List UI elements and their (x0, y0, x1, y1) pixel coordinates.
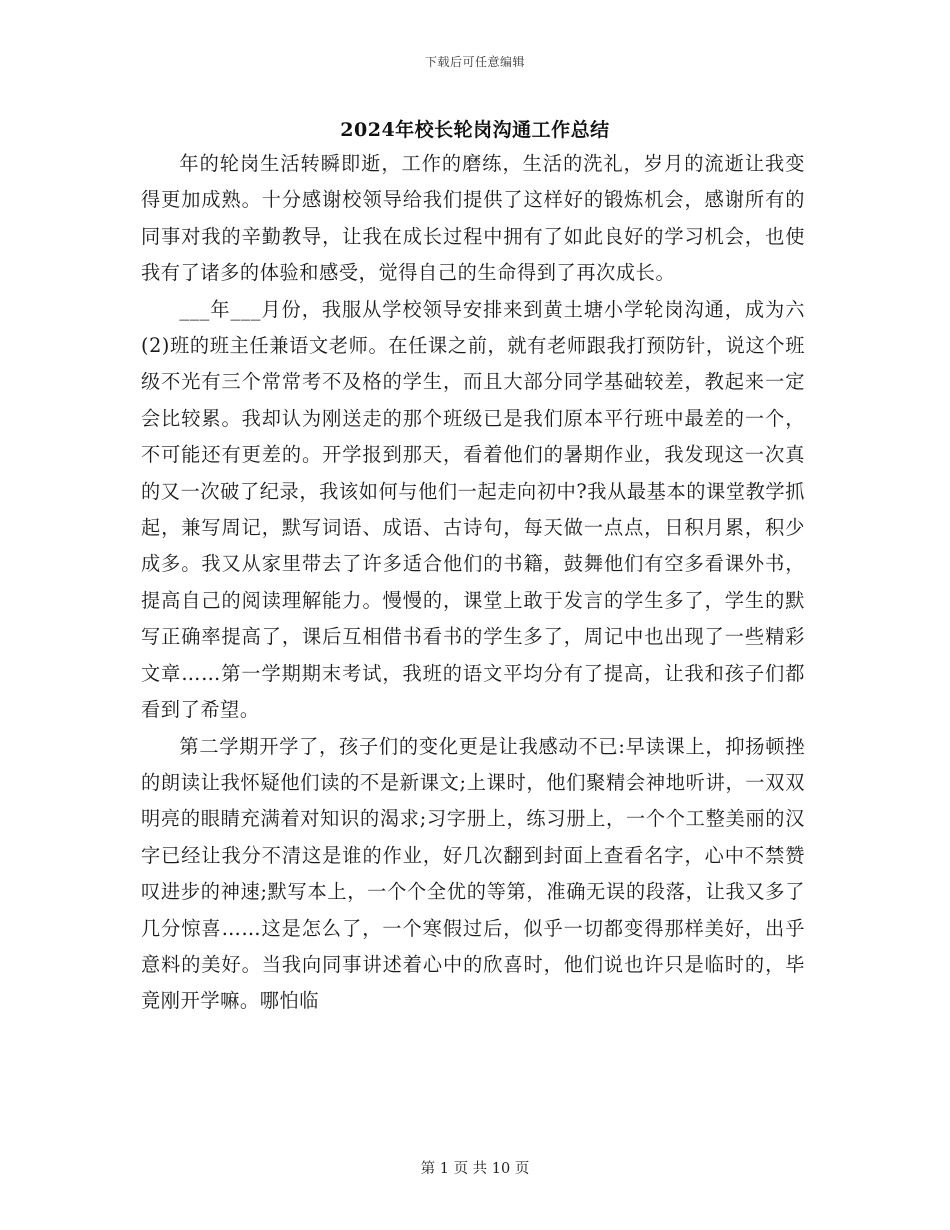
paragraph-2: ___年___月份，我服从学校领导安排来到黄土塘小学轮岗沟通，成为六(2)班的班主任兼语文老师。在任课之前，就有老师跟我打预防针，说这个班级不光有三个常常考不及格的学生，而且大部分同学基础较差，教起来一定会比较累。我却认为刚送走的那个班级已是我们原本平行班中最差的一个，不可能还有更差的。开学报到那天，看着他们的暑期作业，我发现这一次真的又一次破了纪录，我该如何与他们一起走向初中?我从最基本的课堂教学抓起，兼写周记，默写词语、成语、古诗句，每天做一点点，日积月累，积少成多。我又从家里带去了许多适合他们的书籍，鼓舞他们有空多看课外书，提高自己的阅读理解能力。慢慢的，课堂上敢于发言的学生多了，学生的默写正确率提高了，课后互相借书看书的学生多了，周记中也出现了一些精彩文章……第一学期期末考试，我班的语文平均分有了提高，让我和孩子们都看到了希望。 (141, 297, 805, 722)
page-indicator: 第 1 页 共 10 页 (420, 1161, 530, 1177)
document-body (141, 146, 805, 1020)
paragraph-1: 年的轮岗生活转瞬即逝，工作的磨练，生活的洗礼，岁月的流逝让我变得更加成熟。十分感谢校领导给我们提供了这样好的锻炼机会，感谢所有的同事对我的辛勤教导，让我在成长过程中拥有了如此良好的学习机会，也使我有了诸多的体验和感受，觉得自己的生命得到了再次成长。 (141, 152, 805, 285)
paragraph-3: 第二学期开学了，孩子们的变化更是让我感动不已:早读课上，抑扬顿挫的朗读让我怀疑他们读的不是新课文;上课时，他们聚精会神地听讲，一双双明亮的眼睛充满着对知识的渴求;习字册上，练习册上，一个个工整美丽的汉字已经让我分不清这是谁的作业，好几次翻到封面上查看名字，心中不禁赞叹进步的神速;默写本上，一个个全优的等第，准确无误的段落，让我又多了几分惊喜……这是怎么了，一个寒假过后，似乎一切都变得那样美好，出乎意料的美好。当我向同事讲述着心中的欣喜时，他们说也许只是临时的，毕竟刚开学嘛。哪怕临 (141, 734, 805, 1013)
header-note: 下载后可任意编辑 (424, 55, 525, 69)
document-title: 2024年校长轮岗沟通工作总结 (340, 119, 610, 141)
